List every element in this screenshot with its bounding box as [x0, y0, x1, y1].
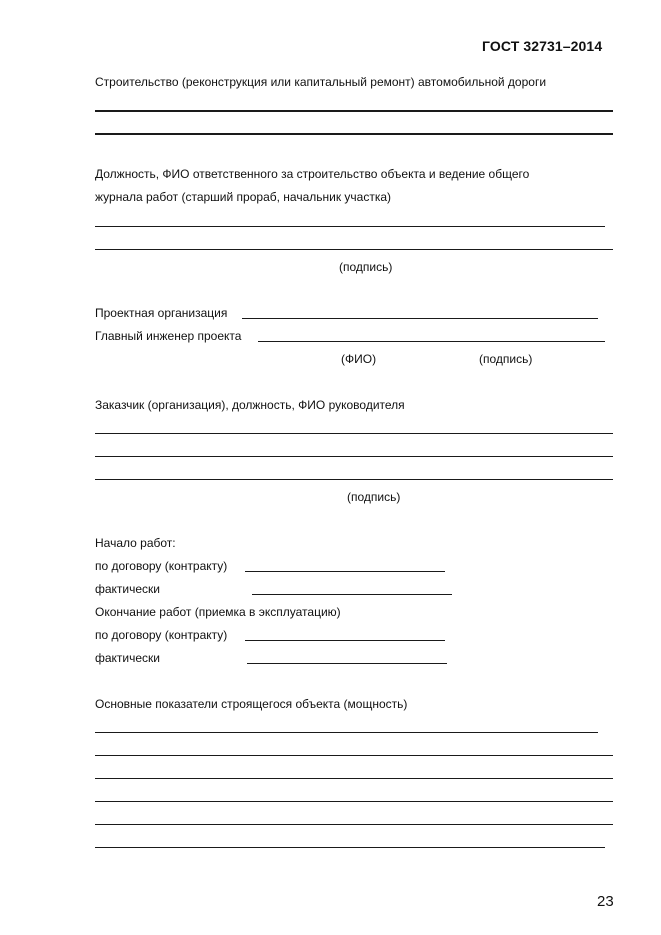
chief-engineer-input-line[interactable]	[258, 341, 605, 342]
responsible-label-line-1: Должность, ФИО ответственного за строительство объекта и ведение общего	[95, 167, 530, 181]
responsible-label-line-2: журнала работ (старший прораб, начальник участка)	[95, 190, 392, 204]
construction-input-line-1[interactable]	[95, 110, 613, 112]
design-organization-input-line[interactable]	[242, 318, 598, 319]
end-contract-input-line[interactable]	[245, 640, 445, 641]
customer-signature-caption: (подпись)	[347, 490, 401, 504]
standard-title: ГОСТ 32731–2014	[482, 38, 603, 54]
end-actual-label: фактически	[95, 651, 161, 665]
design-organization-label: Проектная организация	[95, 306, 228, 320]
start-contract-input-line[interactable]	[245, 571, 445, 572]
responsible-input-line-2[interactable]	[95, 249, 613, 250]
customer-input-line-2[interactable]	[95, 456, 613, 457]
start-contract-label: по договору (контракту)	[95, 559, 228, 573]
indicators-input-line-6[interactable]	[95, 847, 605, 848]
customer-input-line-3[interactable]	[95, 479, 613, 480]
customer-input-line-1[interactable]	[95, 433, 613, 434]
start-works-label: Начало работ:	[95, 536, 176, 550]
indicators-input-line-1[interactable]	[95, 732, 598, 733]
chief-engineer-signature-caption: (подпись)	[479, 352, 533, 366]
customer-label: Заказчик (организация), должность, ФИО руководителя	[95, 398, 405, 412]
construction-label: Строительство (реконструкция или капитальный ремонт) автомобильной дороги	[95, 75, 547, 89]
responsible-input-line-1[interactable]	[95, 226, 605, 227]
indicators-input-line-3[interactable]	[95, 778, 613, 779]
indicators-label: Основные показатели строящегося объекта (мощность)	[95, 697, 408, 711]
indicators-input-line-5[interactable]	[95, 824, 613, 825]
indicators-input-line-4[interactable]	[95, 801, 613, 802]
end-works-label: Окончание работ (приемка в эксплуатацию)	[95, 605, 341, 619]
end-contract-label: по договору (контракту)	[95, 628, 228, 642]
start-actual-input-line[interactable]	[252, 594, 452, 595]
end-actual-input-line[interactable]	[247, 663, 447, 664]
construction-input-line-2[interactable]	[95, 133, 613, 135]
indicators-input-line-2[interactable]	[95, 755, 613, 756]
start-actual-label: фактически	[95, 582, 161, 596]
responsible-signature-caption: (подпись)	[339, 260, 393, 274]
chief-engineer-fio-caption: (ФИО)	[341, 352, 377, 366]
chief-engineer-label: Главный инженер проекта	[95, 329, 242, 343]
page-number: 23	[597, 893, 614, 910]
